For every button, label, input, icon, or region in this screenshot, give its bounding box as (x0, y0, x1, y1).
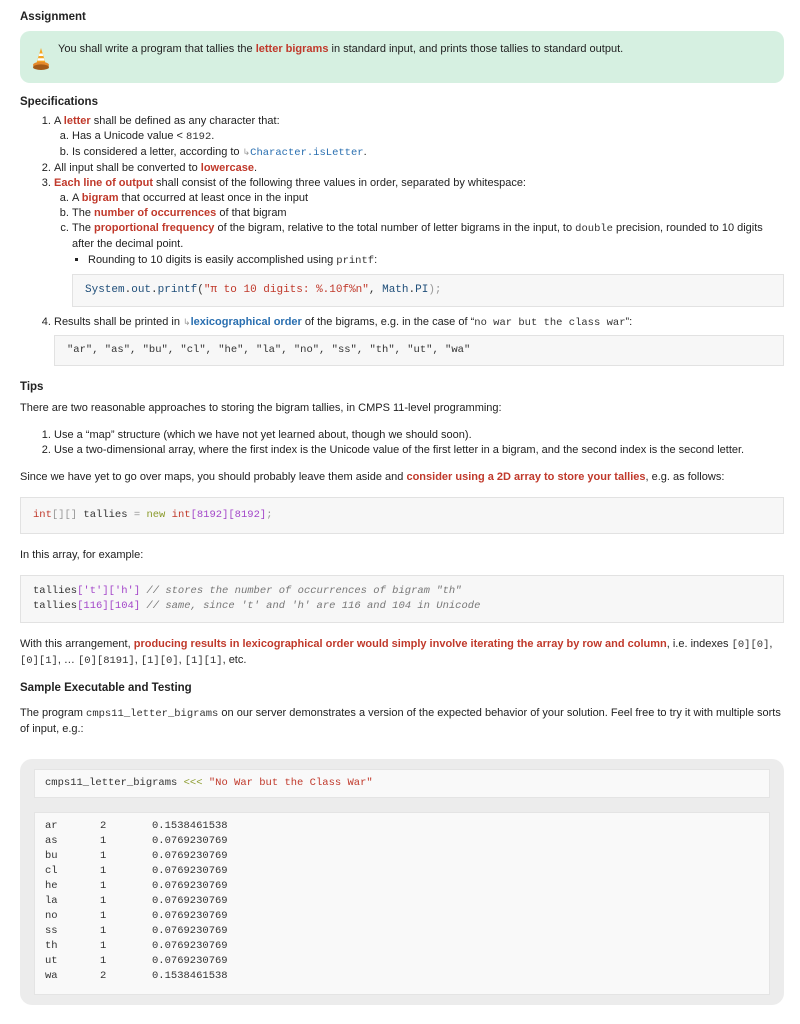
count-cell: 1 (100, 895, 107, 907)
assignment-callout (20, 31, 784, 83)
list-item: 3. Each line of output shall consist of the following three values in order, separated by whitespace: a. A bigram that occurred at least once in the input b. The number of occurrences of that bigram c. The proportional frequency of the bigram, relative to the total number of letter bigrams in the input, to double precision, rounded to 10 digits after the decimal point. ▪ Rounding to 10 digits is easily accomplished using printf: System.out.printf("π to 10 digits: %.10f%n", Math.PI); (54, 176, 784, 307)
lexicographical-order-link[interactable]: ↳lexicographical order (183, 316, 302, 328)
list-item: 1. A letter shall be defined as any character that: a. Has a Unicode value < 8192. b. Is considered a letter, according to ↳Character.isLetter. (54, 114, 784, 161)
bigram-cell: ar (45, 820, 58, 832)
count-cell: 1 (100, 955, 107, 967)
printf-code-block: System.out.printf("π to 10 digits: %.10f%n", Math.PI); (72, 274, 784, 307)
frequency-cell: 0.0769230769 (152, 850, 228, 862)
count-cell: 1 (100, 865, 107, 877)
frequency-cell: 0.1538461538 (152, 970, 228, 982)
spec-list (20, 114, 784, 366)
link-arrow-icon: ↳ (183, 317, 191, 327)
list-item: 2. All input shall be converted to lowercase. (54, 161, 784, 176)
count-cell: 1 (100, 850, 107, 862)
list-item: b. The number of occurrences of that bigram (72, 206, 784, 221)
count-cell: 2 (100, 970, 107, 982)
tips-iteration-paragraph: With this arrangement, producing results in lexicographical order would simply involve iterating the array by row and column, i.e. indexes [0][0], [0][1], … [0][8191], [1][0], [1][1], etc. (20, 638, 773, 667)
sample-heading: Sample Executable and Testing (20, 682, 192, 694)
table-row (45, 819, 228, 834)
specifications-heading: Specifications (20, 96, 98, 108)
table-row (45, 954, 228, 969)
link-arrow-icon: ↳ (242, 147, 251, 157)
character-isletter-link[interactable]: ↳Character.isLetter (242, 147, 364, 159)
table-row (45, 939, 228, 954)
tips-paragraph: Since we have yet to go over maps, you should probably leave them aside and consider using a 2D array to store your tallies, e.g. as follows: (20, 471, 725, 483)
callout-text: You shall write a program that tallies the letter bigrams in standard input, and prints those tallies to standard output. (58, 43, 624, 55)
traffic-cone-icon (30, 43, 52, 73)
frequency-cell: 0.0769230769 (152, 910, 228, 922)
list-item: 1. Use a “map” structure (which we have not yet learned about, though we should soon). (54, 428, 784, 443)
table-row (45, 894, 228, 909)
count-cell: 1 (100, 880, 107, 892)
sample-paragraph: The program cmps11_letter_bigrams on our server demonstrates a version of the expected behavior of your solution. Feel free to try it with multiple sorts of input, e.g.: (20, 707, 781, 735)
bigram-cell: la (45, 895, 58, 907)
bigram-cell: th (45, 940, 58, 952)
tips-list (20, 428, 784, 458)
tips-heading: Tips (20, 381, 44, 393)
table-row (45, 924, 228, 939)
sample-output (34, 812, 770, 995)
bigram-cell: he (45, 880, 58, 892)
frequency-cell: 0.0769230769 (152, 895, 228, 907)
list-item: ▪ Rounding to 10 digits is easily accomplished using printf: (88, 253, 784, 269)
table-row (45, 849, 228, 864)
bigram-cell: as (45, 835, 58, 847)
list-item: c. The proportional frequency of the bigram, relative to the total number of letter bigrams in the input, to double precision, rounded to 10 digits after the decimal point. ▪ Rounding to 10 digits is easily accomplished using printf: System.out.printf("π to 10 digits: %.10f%n", Math.PI); (72, 221, 784, 307)
tips-intro: There are two reasonable approaches to storing the bigram tallies, in CMPS 11-level programming: (20, 402, 502, 414)
frequency-cell: 0.0769230769 (152, 955, 228, 967)
list-item: b. Is considered a letter, according to ↳Character.isLetter. (72, 145, 784, 161)
frequency-cell: 0.0769230769 (152, 835, 228, 847)
bigram-cell: no (45, 910, 58, 922)
frequency-cell: 0.0769230769 (152, 925, 228, 937)
sample-command: cmps11_letter_bigrams <<< "No War but the Class War" (34, 769, 770, 798)
count-cell: 1 (100, 910, 107, 922)
array-declaration-code: int[][] tallies = new int[8192][8192]; (20, 497, 784, 534)
output-table (45, 819, 228, 984)
list-item: 4. Results shall be printed in ↳lexicographical order of the bigrams, e.g. in the case of “no war but the class war”: "ar", "as", "bu", "cl", "he", "la", "no", "ss", "th", "ut", "wa" (54, 315, 784, 366)
frequency-cell: 0.0769230769 (152, 865, 228, 877)
table-row (45, 864, 228, 879)
tips-example-intro: In this array, for example: (20, 549, 144, 561)
bigram-cell: wa (45, 970, 58, 982)
count-cell: 2 (100, 820, 107, 832)
bigram-cell: ss (45, 925, 58, 937)
list-item: a. Has a Unicode value < 8192. (72, 129, 784, 145)
list-item: 2. Use a two-dimensional array, where the first index is the Unicode value of the first letter in a bigram, and the second index is the second letter. (54, 443, 784, 458)
table-row (45, 969, 228, 984)
count-cell: 1 (100, 835, 107, 847)
bigram-cell: ut (45, 955, 58, 967)
sample-panel (20, 759, 784, 1005)
order-example-block: "ar", "as", "bu", "cl", "he", "la", "no", "ss", "th", "ut", "wa" (54, 335, 784, 366)
table-row (45, 834, 228, 849)
frequency-cell: 0.0769230769 (152, 880, 228, 892)
frequency-cell: 0.0769230769 (152, 940, 228, 952)
count-cell: 1 (100, 940, 107, 952)
bigram-cell: bu (45, 850, 58, 862)
array-example-code: tallies['t']['h'] // stores the number of occurrences of bigram "th" tallies[116][104] // same, since 't' and 'h' are 116 and 104 in Unicode (20, 575, 784, 623)
list-item: a. A bigram that occurred at least once in the input (72, 191, 784, 206)
table-row (45, 909, 228, 924)
assignment-heading: Assignment (20, 11, 86, 23)
table-row (45, 879, 228, 894)
count-cell: 1 (100, 925, 107, 937)
bigram-cell: cl (45, 865, 58, 877)
frequency-cell: 0.1538461538 (152, 820, 228, 832)
